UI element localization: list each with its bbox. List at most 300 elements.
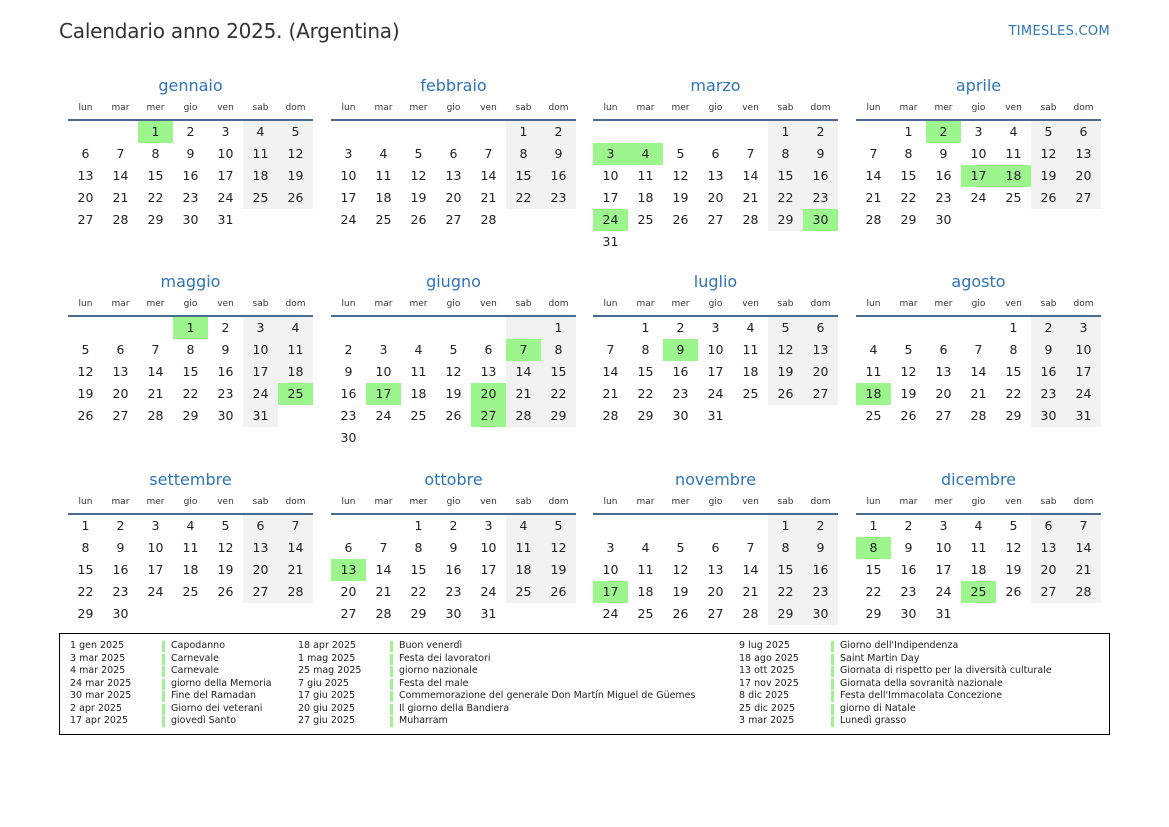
day-cell: 7 [484, 146, 493, 161]
day-cell: 31 [602, 234, 619, 249]
weekday-label: mar [899, 497, 918, 507]
day-cell: 25 [243, 187, 278, 209]
day-cell: 18 [278, 361, 313, 383]
legend-item [298, 678, 695, 691]
week-row [856, 537, 1101, 559]
day-cell: 13 [707, 168, 724, 183]
day-cell: 5 [541, 515, 576, 537]
day-cell: 4 [746, 320, 755, 335]
week-row [593, 559, 838, 581]
day-cell: 17 [707, 364, 724, 379]
day-cell: 11 [865, 364, 882, 379]
week-row [856, 317, 1101, 339]
day-cell: 2 [676, 320, 685, 335]
month-name: gennaio [158, 76, 223, 95]
empty-cell [436, 317, 471, 339]
day-cell: 9 [663, 339, 698, 361]
day-cell: 15 [768, 165, 803, 187]
day-cell: 17 [602, 190, 619, 205]
day-cell: 5 [676, 146, 685, 161]
week-row [856, 515, 1101, 537]
weekday-label: sab [777, 299, 794, 309]
day-cell: 24 [480, 584, 497, 599]
day-cell: 25 [742, 386, 759, 401]
holiday-date: 30 mar 2025 [70, 690, 132, 701]
day-cell: 9 [803, 143, 838, 165]
day-cell: 30 [803, 603, 838, 625]
weekday-label: mer [409, 497, 428, 507]
day-cell: 21 [278, 559, 313, 581]
day-cell: 2 [1031, 317, 1066, 339]
day-cell: 28 [112, 212, 129, 227]
day-cell: 12 [672, 562, 689, 577]
day-cell: 10 [147, 540, 164, 555]
weekday-label: dom [1073, 497, 1094, 507]
weekday-label: dom [285, 497, 306, 507]
day-cell: 3 [243, 317, 278, 339]
empty-cell [243, 209, 278, 231]
day-cell: 20 [803, 361, 838, 383]
day-cell: 19 [77, 386, 94, 401]
weekday-label: ven [480, 299, 497, 309]
day-cell: 3 [221, 124, 230, 139]
day-cell: 20 [112, 386, 129, 401]
holiday-marker [831, 641, 834, 652]
day-cell: 5 [278, 121, 313, 143]
day-cell: 14 [112, 168, 129, 183]
legend-item [739, 715, 1052, 728]
day-cell: 17 [1066, 361, 1101, 383]
day-cell: 29 [900, 212, 917, 227]
holiday-date: 27 giu 2025 [298, 715, 355, 726]
day-cell: 24 [593, 209, 628, 231]
day-cell: 4 [1009, 124, 1018, 139]
day-cell: 28 [742, 212, 759, 227]
day-cell: 18 [637, 584, 654, 599]
day-cell: 22 [768, 581, 803, 603]
day-cell: 26 [1005, 584, 1022, 599]
holiday-marker [831, 679, 834, 690]
day-cell: 11 [1005, 146, 1022, 161]
week-row [331, 405, 576, 427]
day-cell: 23 [541, 187, 576, 209]
day-cell: 20 [707, 190, 724, 205]
day-cell: 15 [77, 562, 94, 577]
week-row [331, 317, 576, 339]
holiday-name: giorno nazionale [399, 665, 478, 676]
day-cell: 24 [1066, 383, 1101, 405]
day-cell: 28 [278, 581, 313, 603]
day-cell: 6 [484, 342, 493, 357]
empty-cell [506, 317, 541, 339]
day-cell: 4 [974, 518, 983, 533]
empty-cell [506, 427, 541, 449]
weekday-label: mar [374, 299, 393, 309]
day-cell: 27 [445, 212, 462, 227]
week-row [593, 515, 838, 537]
empty-cell [996, 603, 1031, 625]
day-cell: 21 [970, 386, 987, 401]
holiday-name: Il giorno della Bandiera [399, 702, 510, 714]
day-cell: 23 [935, 190, 952, 205]
empty-cell [961, 209, 996, 231]
day-cell: 20 [471, 383, 506, 405]
day-cell: 25 [410, 408, 427, 423]
day-cell: 15 [147, 168, 164, 183]
day-cell: 21 [742, 190, 759, 205]
holiday-marker [162, 654, 165, 665]
day-cell: 10 [217, 146, 234, 161]
empty-cell [541, 427, 576, 449]
holiday-marker [162, 716, 165, 727]
weekday-label: lun [866, 497, 881, 507]
week-row [331, 187, 576, 209]
day-cell: 2 [344, 342, 353, 357]
day-cell: 8 [151, 146, 160, 161]
day-cell: 18 [970, 562, 987, 577]
day-cell: 8 [768, 143, 803, 165]
day-cell: 13 [445, 168, 462, 183]
month-name: settembre [149, 470, 232, 489]
empty-cell [138, 603, 173, 625]
week-row [331, 515, 576, 537]
empty-cell [593, 121, 628, 143]
day-cell: 26 [900, 408, 917, 423]
day-cell: 25 [182, 584, 199, 599]
day-cell: 10 [602, 168, 619, 183]
brand-link[interactable]: TIMESLES.COM [1008, 24, 1110, 39]
legend-item [739, 678, 1052, 691]
day-cell: 5 [904, 342, 913, 357]
day-cell: 12 [77, 364, 94, 379]
weekday-label: gio [971, 103, 986, 113]
day-cell: 9 [449, 540, 458, 555]
day-cell: 8 [904, 146, 913, 161]
week-row [68, 143, 313, 165]
day-cell: 17 [217, 168, 234, 183]
day-cell: 7 [278, 515, 313, 537]
weekday-label: mar [374, 103, 393, 113]
empty-cell [243, 603, 278, 625]
day-cell: 22 [865, 584, 882, 599]
weekday-label: sab [1040, 103, 1057, 113]
weekday-label: ven [742, 103, 759, 113]
day-cell: 17 [147, 562, 164, 577]
holiday-date: 3 mar 2025 [739, 715, 795, 726]
weekday-header [593, 293, 838, 317]
legend-item [739, 703, 1052, 716]
day-cell: 18 [182, 562, 199, 577]
holiday-marker [162, 666, 165, 677]
day-cell: 19 [900, 386, 917, 401]
day-cell: 21 [112, 190, 129, 205]
day-cell: 12 [900, 364, 917, 379]
empty-cell [768, 231, 803, 253]
day-cell: 6 [1031, 515, 1066, 537]
day-cell: 27 [471, 405, 506, 427]
day-cell: 1 [173, 317, 208, 339]
day-cell: 31 [935, 606, 952, 621]
day-cell: 8 [414, 540, 423, 555]
day-cell: 6 [803, 317, 838, 339]
day-cell: 17 [593, 581, 628, 603]
day-cell: 7 [116, 146, 125, 161]
day-cell: 9 [344, 364, 353, 379]
day-cell: 12 [1005, 540, 1022, 555]
empty-cell [1066, 603, 1101, 625]
holiday-date: 8 dic 2025 [739, 690, 790, 701]
empty-cell [628, 515, 663, 537]
day-cell: 3 [379, 342, 388, 357]
weekday-label: dom [548, 299, 569, 309]
day-cell: 29 [410, 606, 427, 621]
day-cell: 3 [974, 124, 983, 139]
day-cell: 31 [1066, 405, 1101, 427]
day-cell: 8 [1009, 342, 1018, 357]
holiday-marker [831, 691, 834, 702]
legend-item [70, 690, 272, 703]
day-cell: 9 [186, 146, 195, 161]
legend-item [70, 640, 272, 653]
week-row [331, 339, 576, 361]
day-cell: 16 [445, 562, 462, 577]
empty-cell [663, 515, 698, 537]
weekday-header [331, 293, 576, 317]
weekday-label: mar [374, 497, 393, 507]
weekday-label: ven [217, 103, 234, 113]
week-row [68, 559, 313, 581]
weekday-label: sab [515, 103, 532, 113]
empty-cell [68, 317, 103, 339]
day-cell: 20 [340, 584, 357, 599]
day-cell: 25 [637, 212, 654, 227]
holiday-date: 17 giu 2025 [298, 690, 355, 701]
weekday-label: ven [480, 497, 497, 507]
day-cell: 2 [116, 518, 125, 533]
day-cell: 4 [869, 342, 878, 357]
empty-cell [541, 603, 576, 625]
day-cell: 7 [869, 146, 878, 161]
day-cell: 7 [746, 540, 755, 555]
holiday-date: 7 giu 2025 [298, 677, 349, 689]
holiday-date: 24 mar 2025 [70, 677, 132, 689]
day-cell: 18 [856, 383, 891, 405]
day-cell: 16 [112, 562, 129, 577]
weekday-label: mar [111, 103, 130, 113]
day-cell: 13 [803, 339, 838, 361]
day-cell: 16 [803, 165, 838, 187]
weekday-label: sab [252, 103, 269, 113]
legend-item [298, 690, 695, 703]
day-cell: 28 [602, 408, 619, 423]
month-luglio [593, 271, 838, 427]
week-row [593, 143, 838, 165]
day-cell: 6 [449, 146, 458, 161]
holiday-legend [59, 633, 1110, 735]
empty-cell [733, 515, 768, 537]
day-cell: 24 [970, 190, 987, 205]
day-cell: 9 [221, 342, 230, 357]
day-cell: 28 [147, 408, 164, 423]
weekday-label: mar [111, 299, 130, 309]
empty-cell [628, 121, 663, 143]
day-cell: 23 [445, 584, 462, 599]
day-cell: 26 [445, 408, 462, 423]
day-cell: 24 [935, 584, 952, 599]
empty-cell [506, 603, 541, 625]
holiday-date: 18 ago 2025 [739, 652, 799, 664]
week-row [68, 405, 313, 427]
holiday-name: Giorno dell'Indipendenza [840, 640, 959, 651]
week-row [68, 187, 313, 209]
day-cell: 21 [1066, 559, 1101, 581]
day-cell: 10 [707, 342, 724, 357]
day-cell: 1 [869, 518, 878, 533]
weekday-label: lun [603, 497, 618, 507]
weekday-label: dom [810, 497, 831, 507]
day-cell: 13 [112, 364, 129, 379]
day-cell: 14 [742, 562, 759, 577]
empty-cell [138, 317, 173, 339]
day-cell: 13 [935, 364, 952, 379]
day-cell: 9 [116, 540, 125, 555]
day-cell: 21 [865, 190, 882, 205]
holiday-name: Carnevale [171, 652, 219, 664]
day-cell: 19 [541, 559, 576, 581]
day-cell: 23 [217, 386, 234, 401]
week-row [856, 581, 1101, 603]
weekday-header [68, 293, 313, 317]
day-cell: 6 [344, 540, 353, 555]
empty-cell [506, 209, 541, 231]
week-row [68, 317, 313, 339]
empty-cell [366, 317, 401, 339]
day-cell: 8 [856, 537, 891, 559]
day-cell: 1 [506, 121, 541, 143]
day-cell: 15 [865, 562, 882, 577]
day-cell: 25 [637, 606, 654, 621]
empty-cell [1031, 209, 1066, 231]
holiday-name: Commemorazione del generale Don Martín Miguel de Güemes [399, 690, 696, 701]
day-cell: 14 [1066, 537, 1101, 559]
empty-cell [103, 121, 138, 143]
week-row [856, 361, 1101, 383]
weekday-label: ven [1005, 497, 1022, 507]
day-cell: 11 [375, 168, 392, 183]
legend-item [70, 703, 272, 716]
weekday-header [331, 97, 576, 121]
empty-cell [68, 121, 103, 143]
day-cell: 28 [742, 606, 759, 621]
week-row [331, 537, 576, 559]
day-cell: 29 [865, 606, 882, 621]
day-cell: 31 [480, 606, 497, 621]
month-dicembre [856, 469, 1101, 625]
weekday-label: mer [409, 103, 428, 113]
weekday-label: gio [971, 497, 986, 507]
day-cell: 15 [1005, 364, 1022, 379]
day-cell: 19 [768, 361, 803, 383]
empty-cell [733, 121, 768, 143]
weekday-header [68, 97, 313, 121]
day-cell: 12 [410, 168, 427, 183]
weekday-label: ven [1005, 299, 1022, 309]
holiday-date: 1 gen 2025 [70, 640, 125, 651]
week-row [68, 339, 313, 361]
holiday-marker [390, 666, 393, 677]
month-name: aprile [955, 76, 1002, 95]
day-cell: 5 [1009, 518, 1018, 533]
weekday-label: gio [708, 497, 723, 507]
holiday-marker [831, 716, 834, 727]
day-cell: 10 [1066, 339, 1101, 361]
day-cell: 26 [541, 581, 576, 603]
holiday-name: Giornata della sovranità nazionale [840, 677, 1003, 689]
day-cell: 22 [1005, 386, 1022, 401]
empty-cell [961, 603, 996, 625]
weekday-label: dom [285, 103, 306, 113]
weekday-label: mar [636, 299, 655, 309]
weekday-header [331, 491, 576, 515]
week-row [856, 143, 1101, 165]
day-cell: 12 [1031, 143, 1066, 165]
holiday-marker [390, 691, 393, 702]
day-cell: 14 [506, 361, 541, 383]
holiday-name: Festa dell'Immacolata Concezione [840, 690, 1003, 701]
weekday-header [593, 97, 838, 121]
holiday-name: giovedì Santo [171, 715, 237, 726]
legend-item [70, 678, 272, 691]
day-cell: 12 [541, 537, 576, 559]
empty-cell [996, 209, 1031, 231]
weekday-label: lun [78, 103, 93, 113]
day-cell: 12 [672, 168, 689, 183]
week-row [68, 603, 313, 625]
weekday-label: dom [548, 497, 569, 507]
day-cell: 28 [480, 212, 497, 227]
day-cell: 14 [742, 168, 759, 183]
day-cell: 20 [77, 190, 94, 205]
day-cell: 11 [970, 540, 987, 555]
week-row [331, 209, 576, 231]
day-cell: 16 [672, 364, 689, 379]
empty-cell [663, 121, 698, 143]
day-cell: 13 [77, 168, 94, 183]
day-cell: 4 [414, 342, 423, 357]
day-cell: 8 [541, 339, 576, 361]
legend-item [70, 715, 272, 728]
weekday-label: gio [183, 299, 198, 309]
day-cell: 2 [926, 121, 961, 143]
weekday-label: gio [446, 497, 461, 507]
weekday-label: mer [671, 497, 690, 507]
day-cell: 1 [81, 518, 90, 533]
day-cell: 13 [1066, 143, 1101, 165]
day-cell: 20 [445, 190, 462, 205]
holiday-date: 17 apr 2025 [70, 715, 129, 726]
day-cell: 24 [375, 408, 392, 423]
day-cell: 29 [182, 408, 199, 423]
weekday-label: mar [636, 103, 655, 113]
day-cell: 12 [768, 339, 803, 361]
day-cell: 15 [900, 168, 917, 183]
day-cell: 1 [904, 124, 913, 139]
month-name: giugno [426, 272, 481, 291]
day-cell: 26 [410, 212, 427, 227]
day-cell: 21 [742, 584, 759, 599]
day-cell: 4 [379, 146, 388, 161]
empty-cell [173, 603, 208, 625]
